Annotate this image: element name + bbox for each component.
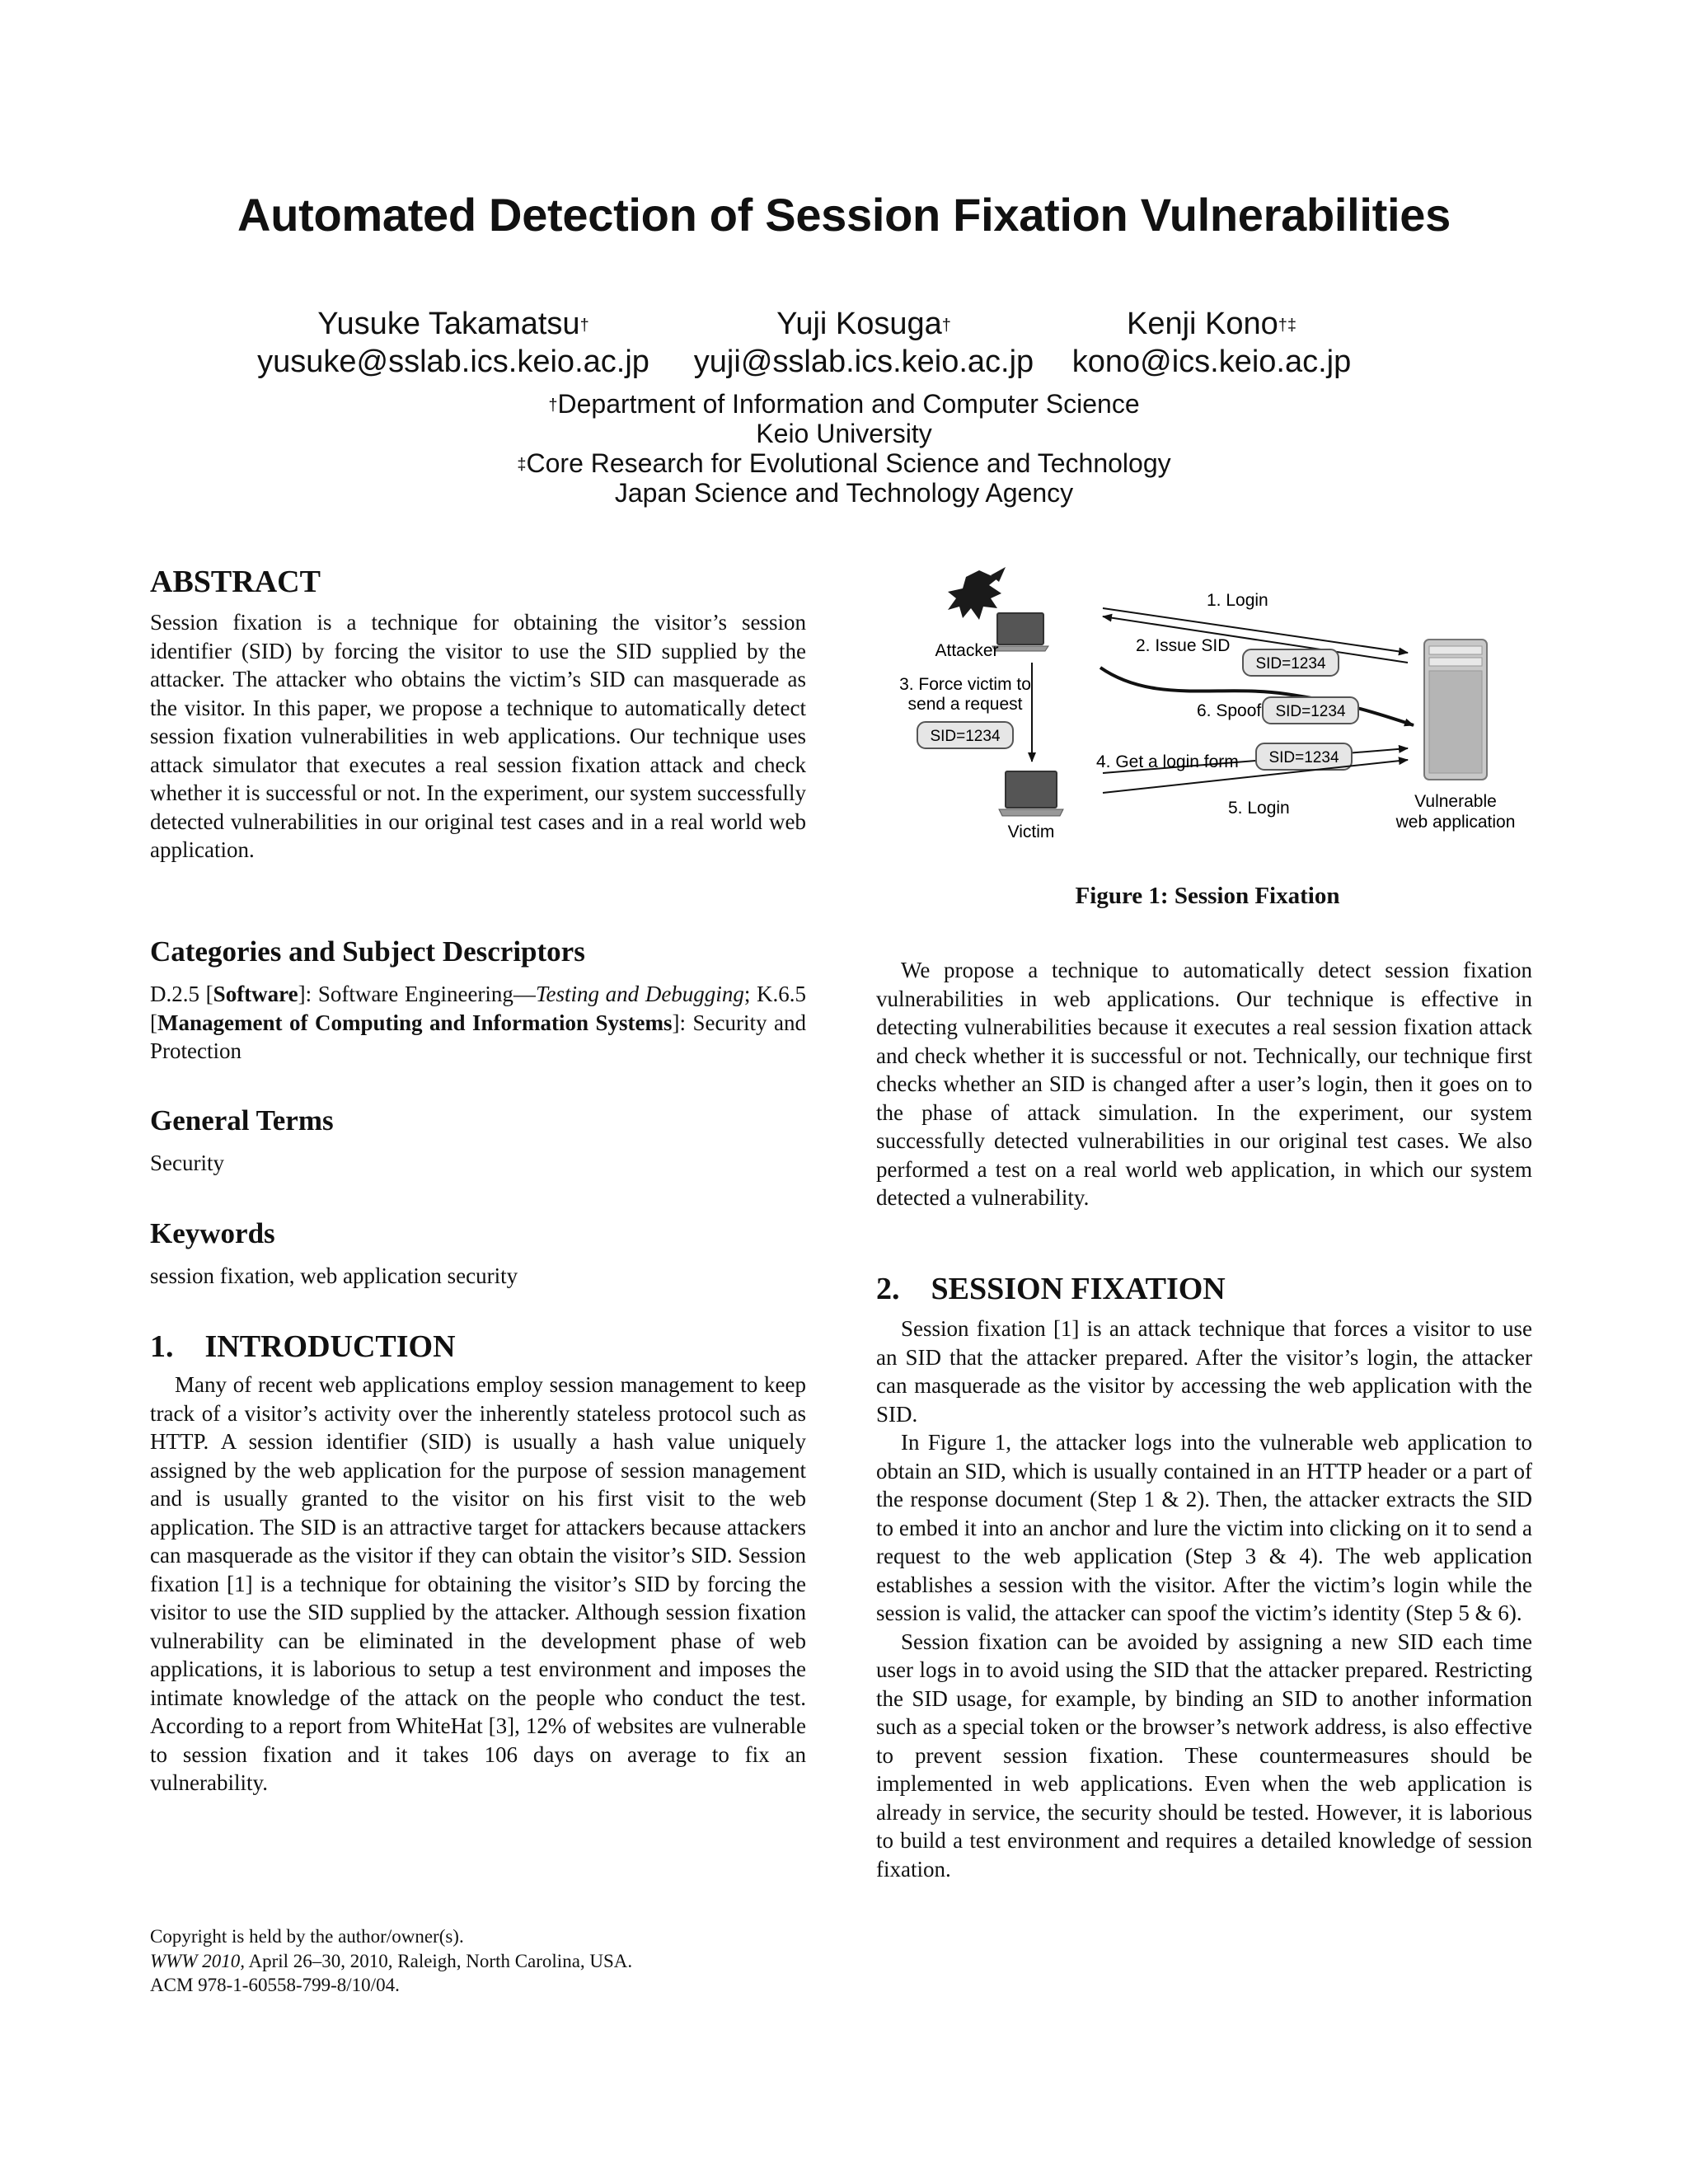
cat-italic: Testing and Debugging bbox=[535, 982, 744, 1006]
right-para: In Figure 1, the attacker logs into the vulnerable web application to obtain an SID, which is usually contained in an HTTP header or a part of the response document (Step 1 & 2). Then, the attacker extracts the SID to embed it into an anchor and lure the victim into clicking on it to send a request to the web application (Step 3 & 4). The web application establishes a session with the visitor. After the victim’s login while the session is valid, the attacker can spoof the victim’s identity (Step 5 & 6). bbox=[876, 1430, 1532, 1625]
author-name: Kenji Kono bbox=[1126, 307, 1278, 341]
attacker-label: Attacker bbox=[935, 641, 999, 660]
author-1 bbox=[247, 305, 659, 381]
right-para: Session fixation [1] is an attack technique that forces a visitor to use an SID that the attacker prepared. After the visitor’s login, the attacker can masquerade as the visitor by accessing the web application with the SID. bbox=[876, 1316, 1532, 1427]
affil-line: Japan Science and Technology Agency bbox=[614, 478, 1074, 508]
author-mark: † bbox=[941, 316, 951, 335]
copyright-notice bbox=[150, 1924, 632, 1998]
server-icon bbox=[1424, 640, 1487, 780]
author-2 bbox=[682, 305, 1045, 381]
step6-label: 6. Spoof bbox=[1197, 701, 1262, 720]
step5-label: 5. Login bbox=[1228, 799, 1290, 818]
categories-body bbox=[150, 980, 806, 1066]
author-name: Yusuke Takamatsu bbox=[317, 307, 580, 341]
right-intro-continued bbox=[876, 956, 1532, 1212]
author-mark: † bbox=[579, 316, 589, 335]
author-email: kono@ics.keio.ac.jp bbox=[1071, 344, 1352, 379]
right-para: Session fixation can be avoided by assigning a new SID each time user logs in to avoid using the SID that the attacker prepared. Restricting the SID usage, for example, by binding an SID to another information such as a special token or the browser’s network address, is also effective to prevent session fixation. These countermeasures should be implemented in web applications. Even when the web application is already in service, the security should be tested. However, it is laborious to build a test environment and requires a detailed knowledge of session fixation. bbox=[876, 1629, 1532, 1882]
keywords-heading: Keywords bbox=[150, 1217, 275, 1249]
session-fixation-heading: 2. SESSION FIXATION bbox=[876, 1272, 1226, 1306]
intro-body bbox=[150, 1371, 806, 1797]
author-email: yuji@sslab.ics.keio.ac.jp bbox=[693, 344, 1034, 379]
abstract-heading: ABSTRACT bbox=[150, 565, 321, 599]
affil-line: Department of Information and Computer Science bbox=[557, 389, 1140, 419]
sid-label: SID=1234 bbox=[930, 728, 1001, 745]
step3-label-line1: 3. Force victim to bbox=[899, 675, 1031, 694]
affil-line: Keio University bbox=[756, 419, 932, 448]
conference-name: WWW 2010, bbox=[150, 1950, 245, 1971]
copyright-line: April 26–30, 2010, Raleigh, North Carolina, USA. bbox=[244, 1950, 633, 1971]
sid-label: SID=1234 bbox=[1255, 655, 1326, 673]
attacker-icon bbox=[948, 567, 1006, 620]
cat-text: ]: Security and Protection bbox=[150, 1010, 806, 1063]
intro-heading: 1. INTRODUCTION bbox=[150, 1329, 456, 1364]
affil-mark: ‡ bbox=[517, 456, 527, 474]
keywords-body bbox=[150, 1262, 806, 1291]
session-fixation-body bbox=[876, 1315, 1532, 1883]
author-name: Yuji Kosuga bbox=[776, 307, 942, 341]
victim-laptop-icon bbox=[999, 771, 1063, 816]
abstract-body bbox=[150, 608, 806, 865]
general-terms-text: Security bbox=[150, 1151, 224, 1175]
figure-caption: Figure 1: Session Fixation bbox=[1075, 883, 1340, 909]
affiliations bbox=[0, 389, 1688, 508]
attacker-laptop-icon bbox=[992, 613, 1048, 651]
affil-mark: † bbox=[548, 396, 558, 415]
copyright-line: Copyright is held by the author/owner(s). bbox=[150, 1926, 464, 1947]
step4-label: 4. Get a login form bbox=[1096, 752, 1239, 771]
session-fixation-figure bbox=[874, 560, 1541, 849]
intro-text: Many of recent web applications employ session management to keep track of a visitor’s activity over the inherently stateless protocol such as HTTP. A session identifier (SID) is usually a hash value uniquely assigned by the web application for the purpose of session management and is usually granted to the visitor on his first visit to the web application. The SID is an attractive target for attackers because attackers can masquerade as the visitor if they can obtain the visitor’s SID. Session fixation [1] is a technique for obtaining the visitor’s SID by forcing the visitor to use the SID supplied by the attacker. Although session fixation vulnerability can be eliminated in the development phase of web applications, it is laborious to setup a test environment and imposes the intimate knowledge of the attack on the people who conduct the test. According to a report from WhiteHat [3], 12% of websites are vulnerable to session fixation and it takes 106 days on average to fix an vulnerability. bbox=[150, 1372, 806, 1795]
author-mark: †‡ bbox=[1278, 316, 1297, 335]
sid-label: SID=1234 bbox=[1275, 703, 1346, 720]
keywords-text: session fixation, web application security bbox=[150, 1263, 518, 1288]
server-label-line2: web application bbox=[1395, 813, 1516, 832]
categories-heading: Categories and Subject Descriptors bbox=[150, 935, 585, 968]
sid-label: SID=1234 bbox=[1268, 749, 1339, 766]
cat-text: ]: Software Engineering— bbox=[298, 982, 536, 1006]
cat-bold: Software bbox=[213, 982, 298, 1006]
server-label-line1: Vulnerable bbox=[1414, 792, 1497, 811]
victim-label: Victim bbox=[1007, 823, 1055, 841]
author-3 bbox=[1059, 305, 1364, 381]
affil-line: Core Research for Evolutional Science and Technology bbox=[526, 448, 1171, 478]
paper-title: Automated Detection of Session Fixation Vulnerabilities bbox=[237, 189, 1451, 241]
cat-bold: Management of Computing and Information Systems bbox=[157, 1010, 673, 1035]
step1-label: 1. Login bbox=[1207, 591, 1268, 610]
cat-text: D.2.5 [ bbox=[150, 982, 213, 1006]
step2-label: 2. Issue SID bbox=[1136, 636, 1231, 655]
right-para: We propose a technique to automatically detect session fixation vulnerabilities in web applications. Our technique is effective in detecting vulnerabilities because it executes a real session fixation attack and check whether it is successful or not. Technically, our technique first checks whether an SID is changed after a user’s login, then it goes on to the phase of attack simulation. In the experiment, our system successfully detected vulnerabilities in our original test cases. We also performed a test on a real world web application, in which our system detected a vulnerability. bbox=[876, 958, 1532, 1210]
author-email: yusuke@sslab.ics.keio.ac.jp bbox=[257, 344, 649, 379]
general-terms-heading: General Terms bbox=[150, 1104, 334, 1137]
copyright-line: ACM 978-1-60558-799-8/10/04. bbox=[150, 1975, 400, 1995]
step3-label-line2: send a request bbox=[907, 695, 1023, 714]
abstract-text: Session fixation is a technique for obtaining the visitor’s session identifier (SID) by forcing the visitor to use the SID supplied by the attacker. The attacker who obtains the victim’s SID can masquerade as the visitor. In this paper, we propose a technique to automatically detect session fixation vulnerabilities in web applications. Our technique uses attack simulator that executes a real session fixation attack and check whether it is successful or not. In the experiment, our system successfully detected vulnerabilities in our original test cases and in a real world web application. bbox=[150, 610, 806, 862]
cat-text: ; K.6.5 [ bbox=[150, 982, 806, 1035]
general-terms-body bbox=[150, 1149, 806, 1178]
